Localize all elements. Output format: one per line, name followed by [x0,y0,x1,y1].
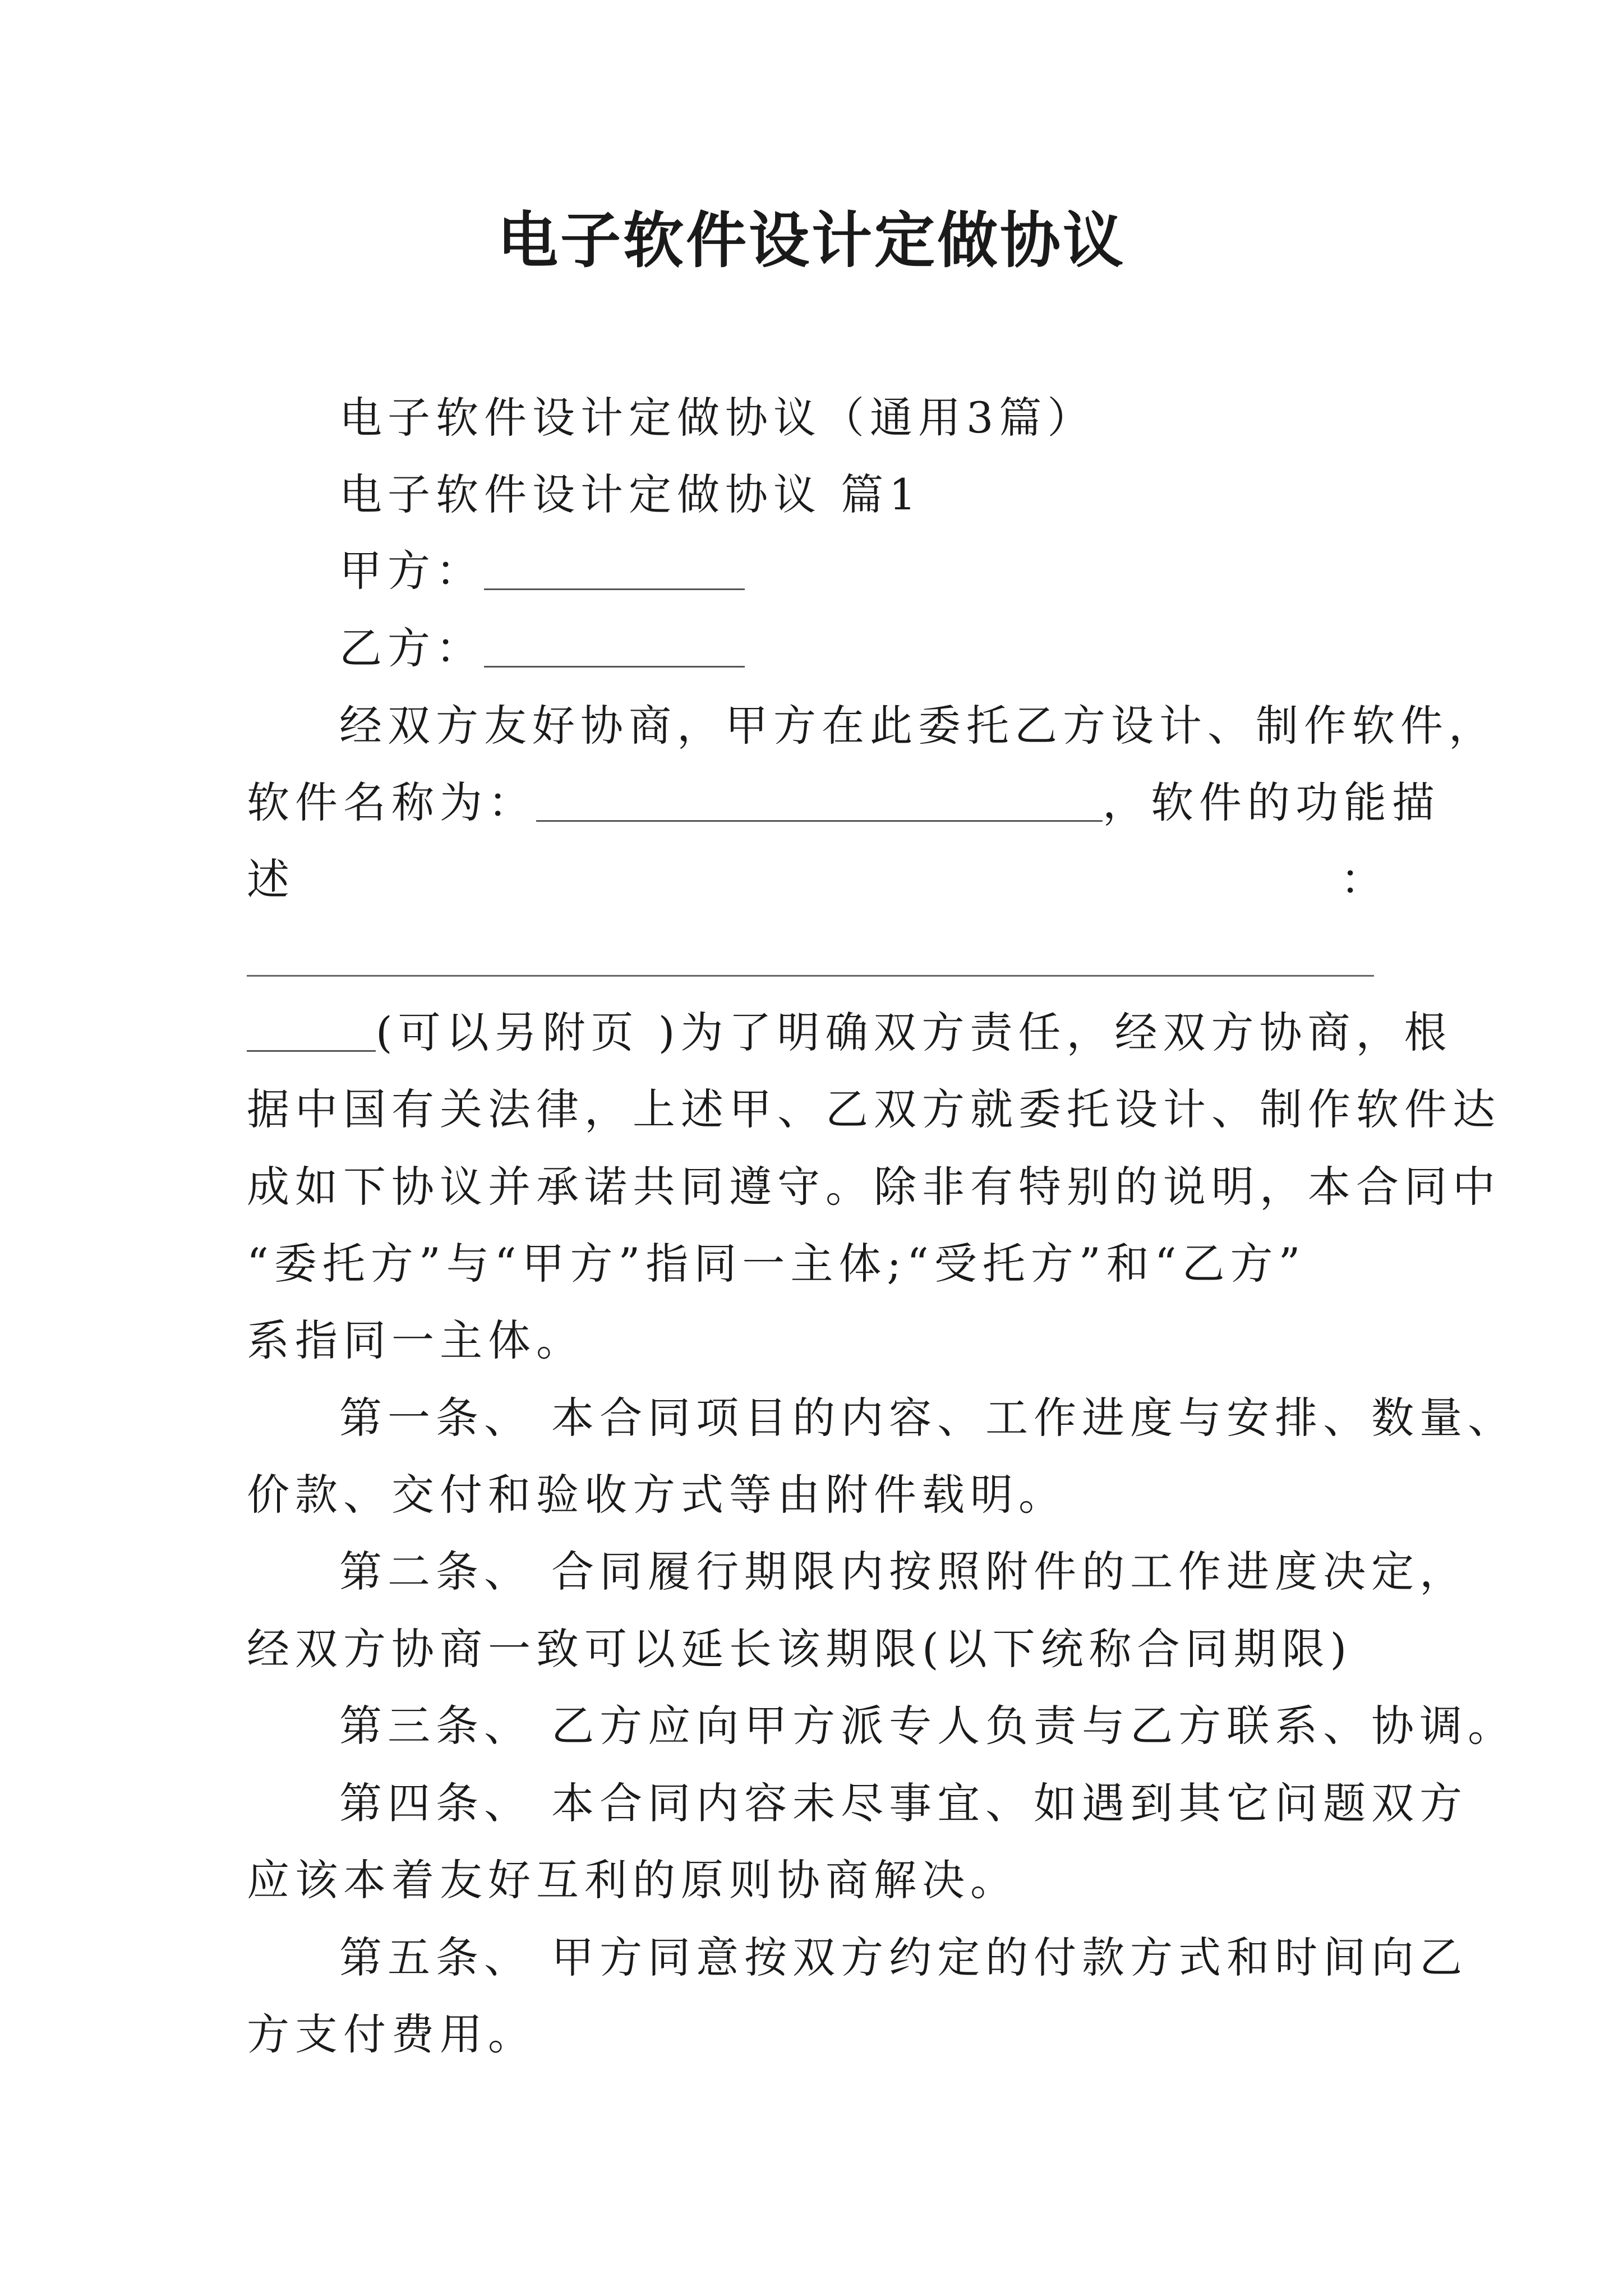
article-2-line-1: 第二条、 合同履行期限内按照附件的工作进度决定， [339,1547,1468,1596]
intro-line-5-text: (可以另附页 )为了明确双方责任，经双方协商，根 [376,1007,1453,1057]
intro-line-3: 述 [247,854,295,904]
article-1-line-1: 第一条、 本合同项目的内容、工作进度与安排、数量、 [339,1393,1516,1443]
software-name-blank [536,781,1103,822]
intro-line-1: 经双方友好协商，甲方在此委托乙方设计、制作软件， [339,701,1497,751]
description-blank-line [247,975,1374,977]
intro-line-9: 系指同一主体。 [247,1315,584,1365]
article-4-line-2: 应该本着友好互利的原则协商解决。 [247,1855,1018,1905]
article-5-line-2: 方支付费用。 [247,2009,536,2059]
party-b-blank [484,627,745,668]
article-3-line-1: 第三条、 乙方应向甲方派专人负责与乙方联系、协调。 [339,1701,1516,1751]
intro-line-6: 据中国有关法律，上述甲、乙双方就委托设计、制作软件达 [247,1084,1501,1134]
party-a-blank [484,549,745,590]
document-title: 电子软件设计定做协议 [497,206,1126,276]
intro-line-8: “委托方”与“甲方”指同一主体;“受托方”和“乙方” [247,1239,1306,1289]
intro-line-2-tail: ，软件的功能描 [1103,777,1440,827]
document-subtitle: 电子软件设计定做协议（通用3篇） [339,393,1096,443]
article-5-line-1: 第五条、 甲方同意按双方约定的付款方式和时间向乙 [339,1932,1468,1982]
party-a-label: 甲方： [339,546,484,596]
party-a-line [339,543,745,599]
party-b-line [339,620,745,677]
part-heading: 电子软件设计定做协议 篇1 [339,470,922,519]
intro-line-3-colon: ： [1340,854,1383,904]
intro-line-5 [247,1005,1452,1061]
description-blank-tail [247,1011,376,1052]
intro-line-2 [247,775,1440,831]
article-2-line-2: 经双方协商一致可以延长该期限(以下统称合同期限) [247,1624,1353,1674]
article-4-line-1: 第四条、 本合同内容未尽事宜、如遇到其它问题双方 [339,1778,1468,1828]
party-b-label: 乙方： [339,623,484,673]
intro-line-7: 成如下协议并承诺共同遵守。除非有特别的说明，本合同中 [247,1162,1501,1212]
article-1-line-2: 价款、交付和验收方式等由附件载明。 [247,1470,1067,1520]
software-name-label: 软件名称为： [247,777,536,827]
